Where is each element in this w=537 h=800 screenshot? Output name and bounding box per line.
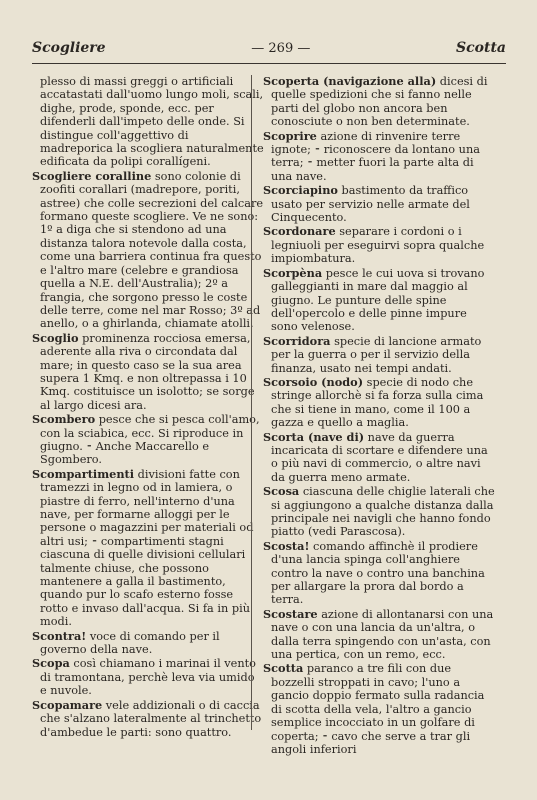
entry-headword: Scosa (263, 484, 300, 499)
dictionary-entry (32, 413, 264, 467)
entry-definition: bastimento da traffico usato per servizio nelle armate del Cinquecento. (271, 184, 470, 225)
dictionary-entry (263, 225, 495, 265)
dictionary-entry (32, 468, 264, 629)
entry-definition: plesso di massi greggi o artificiali accatastati dall'uomo lungo moli, scali, dighe, prode, sponde, ecc. per difenderli dall'impeto delle onde. Si distingue coll'aggettivo di madreporica la scogliera naturalmente edificata da polipi corallígeni. (40, 75, 264, 169)
entry-definition: divisioni fatte con tramezzi in legno od in lamiera, o piastre di ferro, nell'interno d'una nave, per formarne alloggi per le persone o magazzini per materiali od altri usi; ⁃ compartimenti stagni ciascuna di quelle divisioni cellulari talmente chiuse, che possono mantenere a galla il bastimento, quando pur lo scafo esterno fosse rotto e invaso dall'acqua. Si fa in più modi. (40, 467, 254, 629)
entry-definition: vele addizionali o di caccia che s'alzano lateralmente al trinchetto d'ambedue le parti: sono quattro. (40, 698, 262, 739)
entry-definition: specie di nodo che stringe allorchè si fa forza sulla cima che si tiene in mano, come il 100 a gazza e quello a maglia. (271, 375, 484, 430)
right-column (263, 75, 495, 757)
entry-headword: Scorta (nave di) (263, 429, 365, 444)
entry-headword: Scombero (32, 412, 96, 427)
entry-headword: Scorciapino (263, 183, 338, 198)
header-rule (32, 63, 506, 64)
entry-headword: Scopa (32, 656, 70, 671)
dictionary-entry (32, 657, 264, 697)
dictionary-entry (263, 608, 495, 662)
entry-definition: prominenza rocciosa emersa, aderente alla riva o circondata dal mare; in questo caso se la sua area supera 1 Kmq. e non oltrepassa i 10 Kmq. costituisce un isolotto; se sorge al largo dicesi ara. (40, 331, 255, 412)
dictionary-entry (32, 75, 264, 169)
entry-definition: così chiamano i marinai il vento di tramontana, perchè leva via umido e nuvole. (40, 657, 256, 698)
entry-headword: Scorpèna (263, 265, 323, 280)
dictionary-entry (263, 267, 495, 334)
dictionary-entry (32, 630, 264, 657)
dictionary-entry (32, 699, 264, 739)
dictionary-entry (32, 332, 264, 412)
entry-headword: Scontra! (32, 628, 87, 643)
dictionary-entry (32, 170, 264, 331)
entry-headword: Scorridora (263, 333, 331, 348)
entry-definition: azione di allontanarsi con una nave o con una lancia da un'altra, o dalla terra spingendo con un'asta, con una pertica, con un remo, ecc. (271, 607, 494, 662)
entry-headword: Scoperta (navigazione alla) (263, 74, 437, 88)
entry-definition: paranco a tre fili con due bozzelli stroppati in cavo; l'uno a gancio doppio fermato sulla radancia di scotta della vela, l'altro a gancio semplice incocciato in un golfare di coperta; ⁃ cavo che serve a trar gli angoli inferiori (271, 662, 485, 756)
entry-headword: Scosta! (263, 538, 310, 553)
entry-headword: Scotta (263, 661, 304, 676)
dictionary-entry (263, 431, 495, 485)
dictionary-entry (263, 540, 495, 607)
entry-definition: specie di lancione armato per la guerra o per il servizio della finanza, usato nei tempi andati. (271, 334, 482, 375)
dictionary-entry (263, 335, 495, 375)
dictionary-entry (263, 485, 495, 539)
entry-headword: Scompartimenti (32, 466, 135, 481)
entry-definition: dicesi di quelle spedizioni che si fanno nelle parti del globo non ancora ben conosciute o non ben determinate. (271, 75, 488, 129)
entry-definition: nave da guerra incaricata di scortare e difendere una o più navi di commercio, o altre navi da guerra meno armate. (271, 430, 488, 484)
left-column (32, 75, 264, 740)
entry-headword: Scoglio (32, 330, 79, 345)
entry-definition: azione di rinvenire terre ignote; ⁃ riconoscere da lontano una terra; ⁃ metter fuori la parte alta di una nave. (271, 129, 480, 183)
column-separator (251, 75, 252, 730)
dictionary-entry (263, 376, 495, 430)
entry-definition: sono colonie di zoofiti corallari (madrepore, poriti, astree) che colle secrezioni del calcare formano queste scogliere. Ve ne sono: 1º a diga che si stendono ad una distanza talora notevole dalla costa, come una barriera continua fra questo e l'altro mare (celebre e grandiosa quella a N.E. dell'Australia); 2º a frangia, che sorgono presso le coste delle terre, come nel mar Rosso; 3º ad anello, o a ghirlanda, chiamate atolli. (40, 169, 264, 331)
entry-definition: voce di comando per il governo della nave. (40, 629, 220, 657)
entry-headword: Scopamare (32, 697, 103, 712)
dictionary-entry (263, 75, 495, 129)
page-number: — 269 — (251, 41, 311, 56)
entry-headword: Scorsoio (nodo) (263, 374, 364, 389)
entry-definition: separare i cordoni o i legniuoli per eseguirvi sopra qualche impiombatura. (271, 225, 485, 266)
header-right-word: Scotta (456, 40, 506, 56)
entry-headword: Scordonare (263, 224, 336, 239)
dictionary-entry (263, 662, 495, 756)
entry-headword: Scogliere coralline (32, 168, 152, 183)
entry-definition: pesce le cui uova si trovano galleggianti in mare dal maggio al giugno. Le punture delle spine dell'opercolo e delle pinne impure sono velenose. (271, 266, 485, 334)
entry-headword: Scoprire (263, 128, 317, 143)
entry-definition: pesce che si pesca coll'amo, con la sciabica, ecc. Si riproduce in giugno. ⁃ Anche Maccarello e Sgombero. (40, 413, 260, 467)
entry-definition: ciascuna delle chiglie laterali che si aggiungono a qualche distanza dalla principale nei navigli che hanno fondo piatto (vedi Parascosa). (271, 485, 495, 539)
dictionary-entry (263, 184, 495, 224)
running-header (32, 40, 506, 60)
dictionary-entry (263, 130, 495, 184)
header-left-word: Scogliere (32, 40, 106, 56)
entry-headword: Scostare (263, 606, 318, 621)
entry-definition: comando affinchè il prodiere d'una lancia spinga coll'anghiere contro la nave o contro una banchina per allargare la prora dal bordo a terra. (271, 539, 485, 607)
